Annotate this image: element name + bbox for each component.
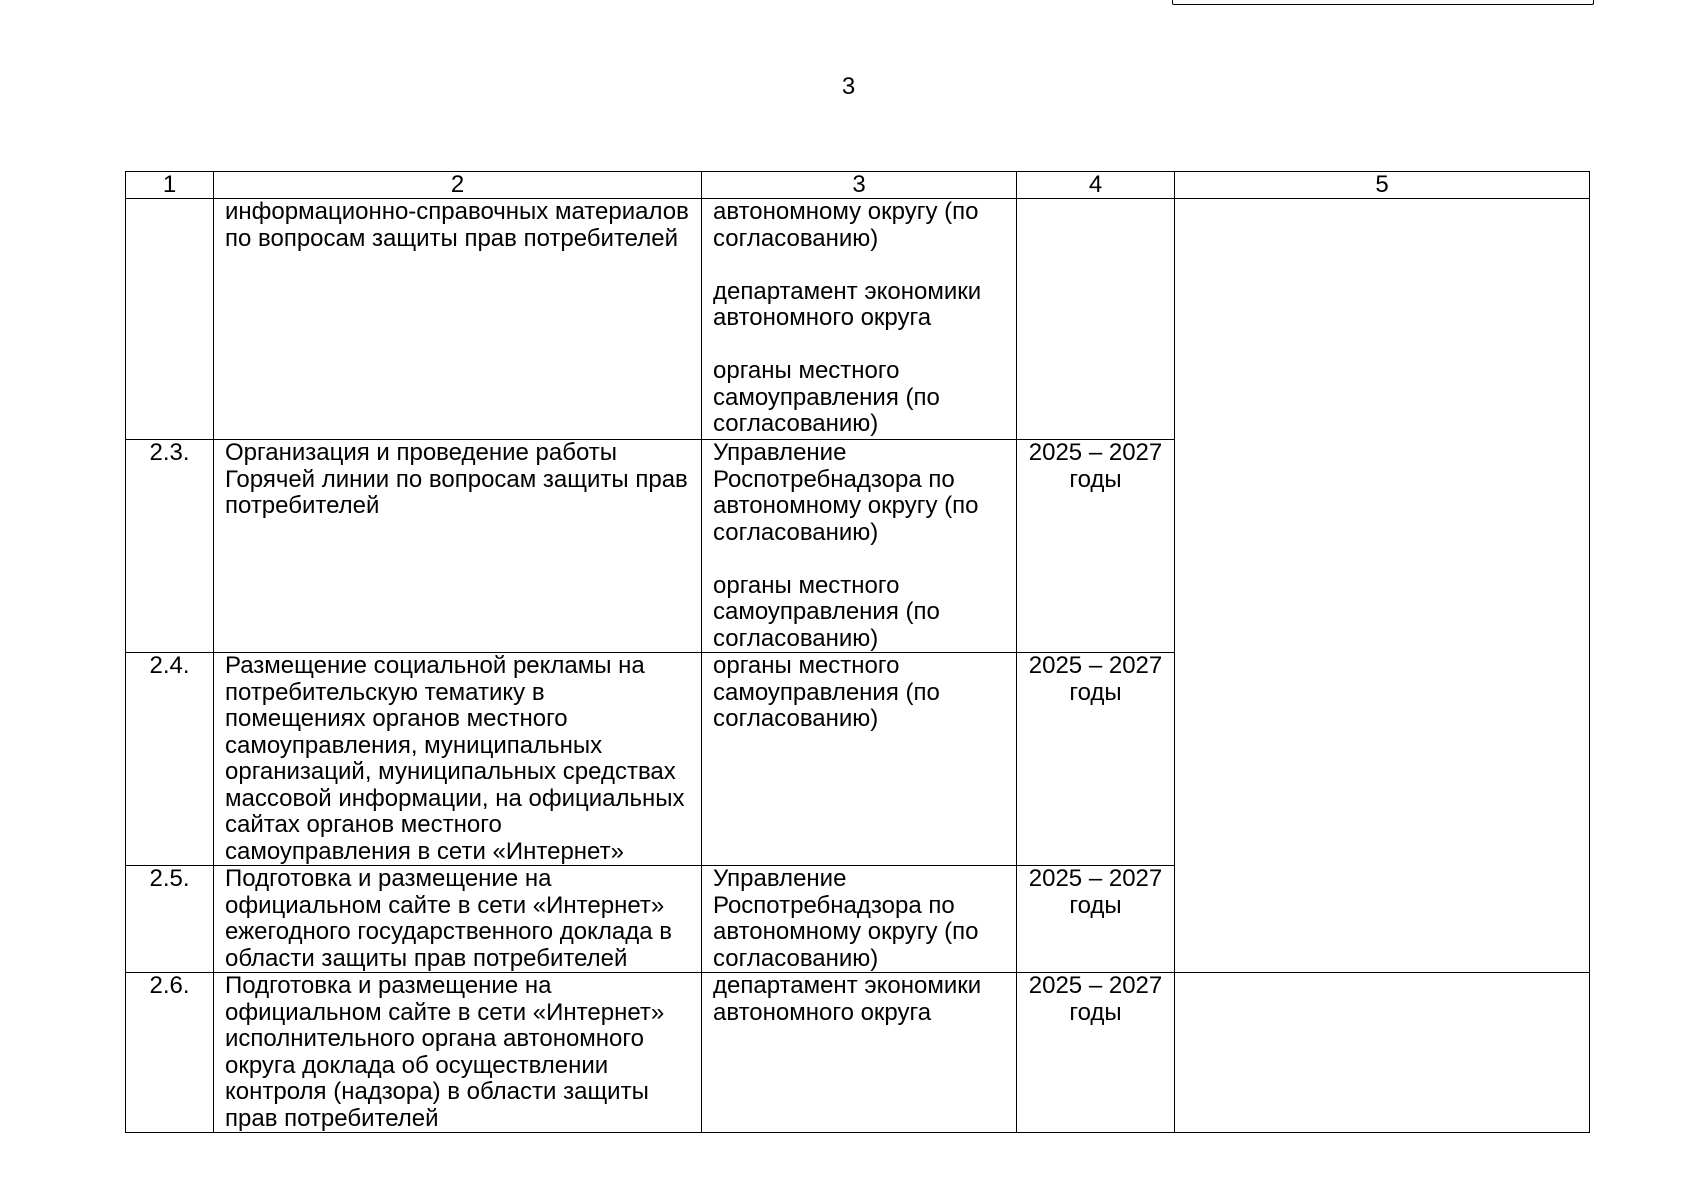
row-activity: Размещение социальной рекламы на потребительскую тематику в помещениях органов местного самоуправления, муниципальных организаций, муниципальных средствах массовой информации, на официальных сайтах органов местного самоуправления в сети «Интернет» [214, 653, 702, 866]
row-activity: Организация и проведение работы Горячей линии по вопросам защиты прав потребителей [214, 440, 702, 653]
header-cell: 2 [214, 172, 702, 199]
row-activity: Подготовка и размещение на официальном сайте в сети «Интернет» ежегодного государственного доклада в области защиты прав потребителей [214, 866, 702, 973]
row-number [126, 199, 214, 440]
table-row [126, 973, 1590, 1133]
top-edge-bracket [1172, 0, 1594, 5]
row-period: 2025 – 2027 годы [1017, 973, 1175, 1133]
page-number: 3 [841, 73, 856, 100]
executor-text: органы местного самоуправления (по согласованию) [713, 652, 940, 732]
row-period: 2025 – 2027 годы [1017, 653, 1175, 866]
row-activity: информационно-справочных материалов по вопросам защиты прав потребителей [214, 199, 702, 440]
executor-text: органы местного самоуправления (по согласованию) [713, 571, 940, 652]
executor-text: органы местного самоуправления (по согласованию) [713, 357, 940, 437]
row-notes-merged [1175, 199, 1590, 973]
executor-text: Управление Роспотребнадзора по автономному округу (по согласованию) [713, 439, 979, 546]
header-cell: 4 [1017, 172, 1175, 199]
row-number: 2.6. [126, 973, 214, 1133]
row-notes [1175, 973, 1590, 1133]
row-number: 2.4. [126, 653, 214, 866]
row-executors [702, 653, 1017, 866]
row-executors [702, 866, 1017, 973]
plan-table [125, 171, 1590, 1133]
row-period: 2025 – 2027 годы [1017, 440, 1175, 653]
row-period: 2025 – 2027 годы [1017, 866, 1175, 973]
executor-text: Управление Роспотребнадзора по автономному округу (по согласованию) [713, 865, 979, 972]
header-cell: 1 [126, 172, 214, 199]
executor-text: департамент экономики автономного округа [713, 972, 982, 1026]
row-executors [702, 199, 1017, 440]
executor-text: автономному округу (по согласованию) [713, 198, 979, 252]
executor-text: департамент экономики автономного округа [713, 277, 982, 331]
row-number: 2.5. [126, 866, 214, 973]
row-activity: Подготовка и размещение на официальном сайте в сети «Интернет» исполнительного органа автономного округа доклада об осуществлении контроля (надзора) в области защиты прав потребителей [214, 973, 702, 1133]
header-cell: 5 [1175, 172, 1590, 199]
header-cell: 3 [702, 172, 1017, 199]
row-period [1017, 199, 1175, 440]
row-number: 2.3. [126, 440, 214, 653]
row-executors [702, 973, 1017, 1133]
row-executors [702, 440, 1017, 653]
table-row [126, 199, 1590, 440]
table-header-row [126, 172, 1590, 199]
